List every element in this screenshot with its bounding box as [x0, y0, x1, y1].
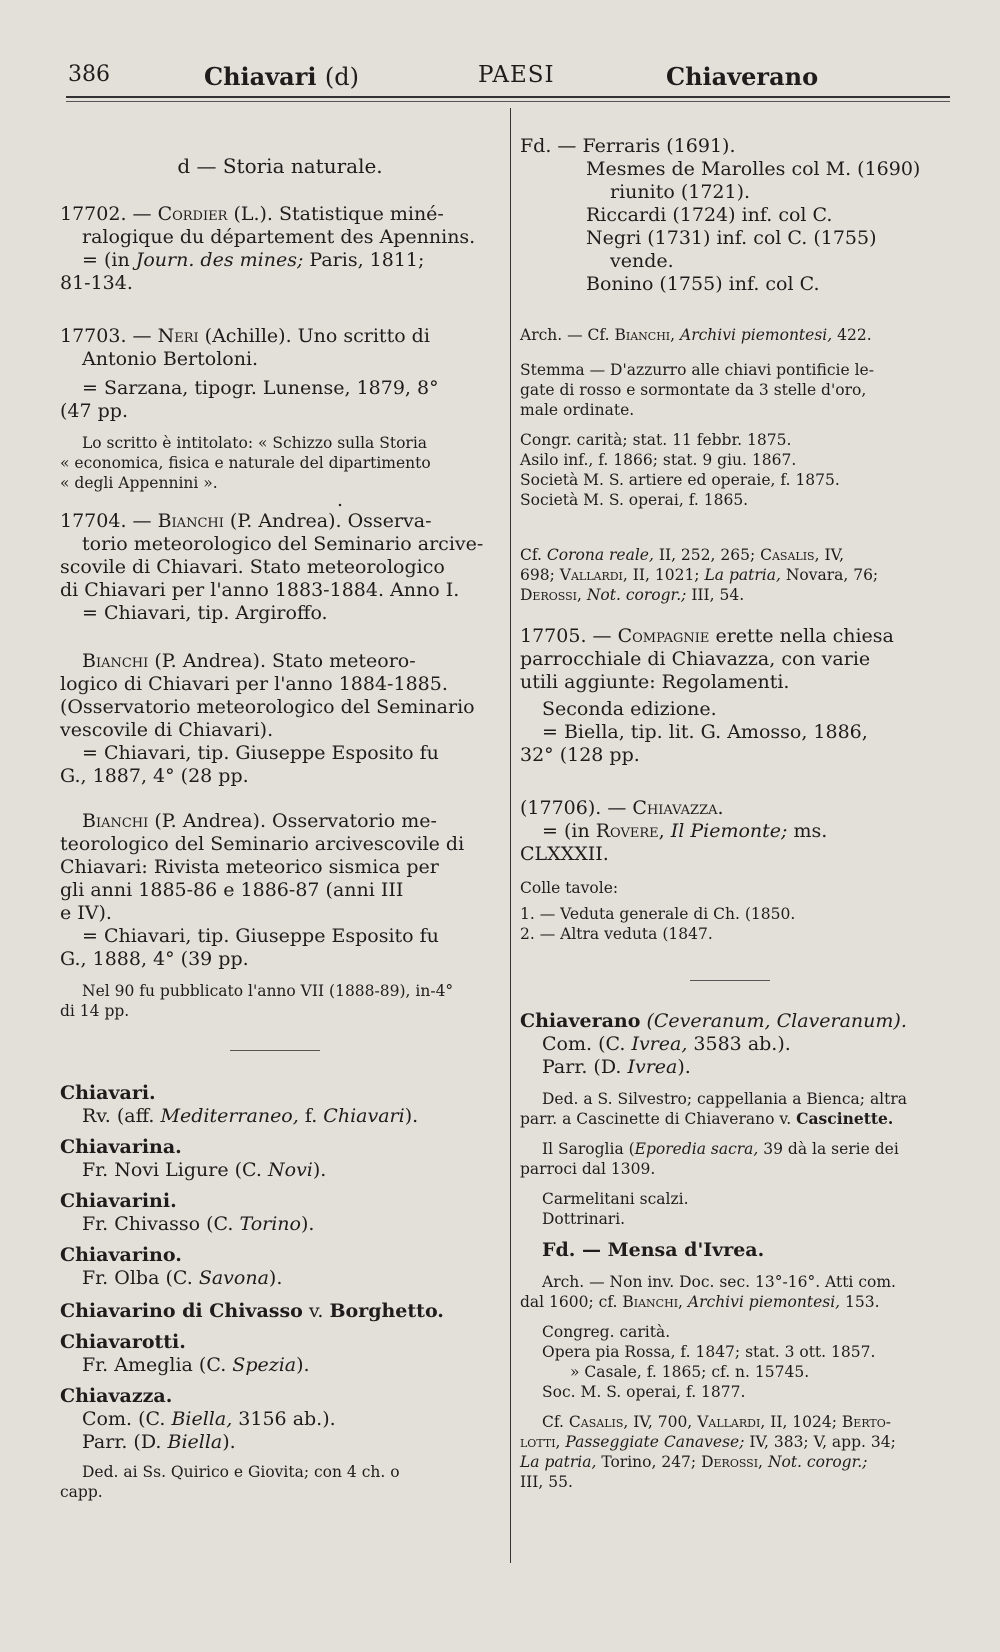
fondatori-list: Fd. — Ferraris (1691). Mesmes de Marolles col M. (1690) riunito (1721). Riccardi (1724) inf. col C. Negri (1731) inf. col C. (1755) vende. Bonino (1755) inf. col C.	[520, 135, 921, 295]
place-chiavarotti: Chiavarotti. Fr. Ameglia (C. Spezia).	[60, 1331, 310, 1376]
place-chiavarina: Chiavarina. Fr. Novi Ligure (C. Novi).	[60, 1136, 327, 1181]
place-chiaverano: Chiaverano (Ceveranum, Claveranum). Com. (C. Ivrea, 3583 ab.). Parr. (D. Ivrea). Ded. a S. Silvestro; cappellania a Bienca; altra parr. a Cascinette di Chiaverano v. Cascinette. Il Saroglia (Eporedia sacra, 39 dà la serie dei parroci dal 1309. Carmelitani scalzi. Dottrinari. Fd. — Mensa d'Ivrea. Arch. — Non inv. Doc. sec. 13°-16°. Atti com. dal 1600; cf. Bianchi, Archivi piemontesi, 153. Congreg. carità. Opera pia Rossa, f. 1847; stat. 3 ott. 1857. » Casale, f. 1865; cf. n. 15745. Soc. M. S. operai, f. 1877. Cf. Casalis, IV, 700, Vallardi, II, 1024; Berto- lotti, Passeggiate Canavese; IV, 383; V, app. 34; La patria, Torino, 247; Derossi, Not. corogr.; III, 55.	[520, 1010, 908, 1491]
header-right-title: Chiaverano	[666, 62, 819, 91]
place-chiavarino: Chiavarino. Fr. Olba (C. Savona).	[60, 1244, 283, 1289]
place-chiavarini: Chiavarini. Fr. Chivasso (C. Torino).	[60, 1190, 315, 1235]
entry-17705: 17705. — Compagnie erette nella chiesa parrocchiale di Chiavazza, con varie utili aggiunte: Regolamenti. Seconda edizione. = Biella, tip. lit. G. Amosso, 1886, 32° (128 pp.	[520, 625, 894, 766]
entry-17706: (17706). — Chiavazza. = (in Rovere, Il Piemonte; ms. CLXXXII. Colle tavole: 1. — Veduta generale di Ch. (1850. 2. — Altra veduta (1847.	[520, 797, 828, 943]
arch-note: Arch. — Cf. Bianchi, Archivi piemontesi, 422.	[520, 326, 872, 344]
entry-17702: 17702. — Cordier (L.). Statistique miné- ralogique du département des Apennins. = (in Journ. des mines; Paris, 1811; 81-134.	[60, 203, 476, 294]
place-list	[60, 1082, 500, 1502]
place-chiavarino-di-chivasso: Chiavarino di Chivasso v. Borghetto.	[60, 1300, 444, 1322]
cf-references: Cf. Corona reale, II, 252, 265; Casalis, IV, 698; Vallardi, II, 1021; La patria, Novara, 76; Derossi, Not. corogr.; III, 54.	[520, 546, 879, 604]
page-header	[66, 56, 940, 96]
stemma-note: Stemma — D'azzurro alle chiavi pontificie le- gate di rosso e sormontate da 3 stelle d'oro, male ordinate.	[520, 361, 874, 419]
page-number: 386	[68, 62, 110, 87]
place-chiavazza: Chiavazza. Com. (C. Biella, 3156 ab.). Parr. (D. Biella). Ded. ai Ss. Quirico e Giovita; con 4 ch. o capp.	[60, 1385, 400, 1501]
institutions-list: Congr. carità; stat. 11 febbr. 1875. Asilo inf., f. 1866; stat. 9 giu. 1867. Società M. S. artiere ed operaie, f. 1875. Società M. S. operai, f. 1865.	[520, 431, 840, 509]
section-title: d — Storia naturale.	[177, 154, 383, 178]
section-separator-right	[690, 980, 770, 981]
place-chiavari: Chiavari. Rv. (aff. Mediterraneo, f. Chiavari).	[60, 1082, 419, 1127]
header-left-title: Chiavari (d)	[204, 62, 359, 91]
column-divider	[510, 108, 511, 1563]
header-center: PAESI	[478, 62, 555, 88]
entry-17703: 17703. — Neri (Achille). Uno scritto di Antonio Bertoloni. = Sarzana, tipogr. Lunense, 1879, 8° (47 pp. Lo scritto è intitolato: « Schizzo sulla Storia « economica, fisica e naturale del dipartimento « degli Appennini ». .	[60, 325, 439, 511]
section-separator	[230, 1050, 320, 1051]
header-rule-thin	[66, 101, 950, 102]
entry-17704: 17704. — Bianchi (P. Andrea). Osserva- torio meteorologico del Seminario arcive- scovile di Chiavari. Stato meteorologico di Chiavari per l'anno 1883-1884. Anno I. = Chiavari, tip. Argiroffo.	[60, 510, 484, 624]
entry-bianchi-2: Bianchi (P. Andrea). Stato meteoro- logico di Chiavari per l'anno 1884-1885. (Osservatorio meteorologico del Seminario vescovile di Chiavari). = Chiavari, tip. Giuseppe Esposito fu G., 1887, 4° (28 pp.	[60, 650, 475, 787]
entry-bianchi-3: Bianchi (P. Andrea). Osservatorio me- teorologico del Seminario arcivescovile di Chiavari: Rivista meteorico sismica per gli anni 1885-86 e 1886-87 (anni III e IV). = Chiavari, tip. Giuseppe Esposito fu G., 1888, 4° (39 pp. Nel 90 fu pubblicato l'anno VII (1888-89), in-4° di 14 pp.	[60, 810, 465, 1020]
header-rule	[66, 96, 950, 98]
